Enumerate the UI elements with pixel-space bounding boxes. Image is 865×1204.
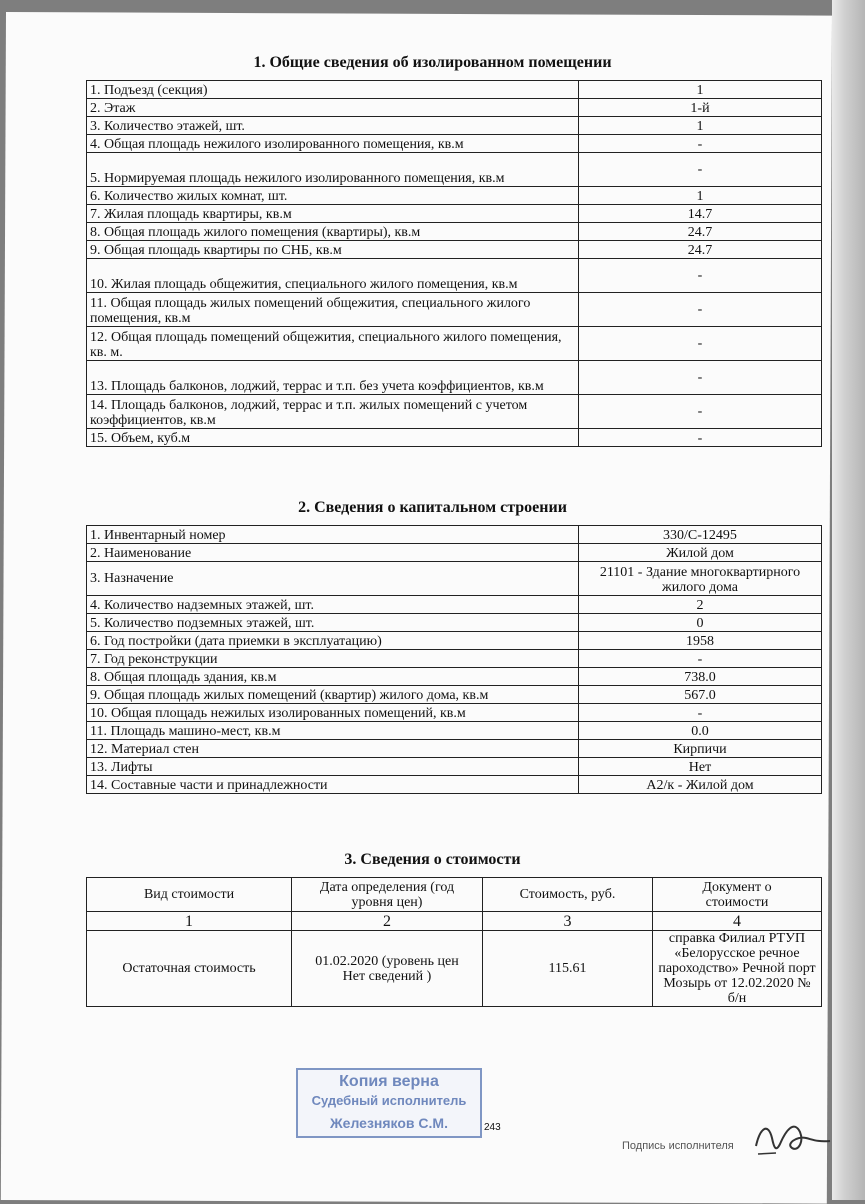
cost-header-document: Документ о стоимости — [653, 878, 822, 912]
cost-col-number: 1 — [87, 912, 292, 931]
s2-row7-label: 7. Год реконструкции — [87, 650, 579, 668]
s1-row14-value: - — [579, 395, 822, 429]
s1-row2-label: 2. Этаж — [87, 99, 579, 117]
s2-row12-label: 12. Материал стен — [87, 740, 579, 758]
s2-row5-label: 5. Количество подземных этажей, шт. — [87, 614, 579, 632]
s2-row11-label: 11. Площадь машино-мест, кв.м — [87, 722, 579, 740]
s1-row6-label: 6. Количество жилых комнат, шт. — [87, 187, 579, 205]
s2-row11-value: 0.0 — [579, 722, 822, 740]
s1-row9-value: 24.7 — [579, 241, 822, 259]
s2-row7-value: - — [579, 650, 822, 668]
cost-table — [86, 877, 822, 1007]
s2-row13-label: 13. Лифты — [87, 758, 579, 776]
s2-row4-label: 4. Количество надземных этажей, шт. — [87, 596, 579, 614]
stamp-line2: Судебный исполнитель — [311, 1093, 467, 1108]
cost-header-type: Вид стоимости — [87, 878, 292, 912]
stamp-line3: Железняков С.М. — [330, 1115, 448, 1131]
s1-row8-label: 8. Общая площадь жилого помещения (квартиры), кв.м — [87, 223, 579, 241]
cost-amount-cell: 115.61 — [483, 931, 653, 1007]
s2-row6-value: 1958 — [579, 632, 822, 650]
s1-row15-value: - — [579, 429, 822, 447]
capital-building-table — [86, 525, 822, 794]
s2-row6-label: 6. Год постройки (дата приемки в эксплуатацию) — [87, 632, 579, 650]
s2-row2-label: 2. Наименование — [87, 544, 579, 562]
section3-title: 3. Сведения о стоимости — [344, 851, 521, 868]
s2-row8-label: 8. Общая площадь здания, кв.м — [87, 668, 579, 686]
cost-document-cell: справка Филиал РТУП «Белорусское речное пароходство» Речной порт Мозырь от 12.02.2020 № б/н — [653, 931, 822, 1007]
s2-row10-label: 10. Общая площадь нежилых изолированных помещений, кв.м — [87, 704, 579, 722]
s2-row8-value: 738.0 — [579, 668, 822, 686]
page-edge-shadow — [832, 0, 865, 1200]
s2-row1-label: 1. Инвентарный номер — [87, 526, 579, 544]
s1-row3-label: 3. Количество этажей, шт. — [87, 117, 579, 135]
stamp-line1: Копия верна — [339, 1073, 439, 1090]
s2-row5-value: 0 — [579, 614, 822, 632]
s1-row3-value: 1 — [579, 117, 822, 135]
s1-row4-value: - — [579, 135, 822, 153]
s2-row3-label: 3. Назначение — [87, 562, 579, 596]
s1-row1-label: 1. Подъезд (секция) — [87, 81, 579, 99]
certification-stamp — [296, 1068, 482, 1138]
s1-row1-value: 1 — [579, 81, 822, 99]
s2-row9-value: 567.0 — [579, 686, 822, 704]
s1-row7-value: 14.7 — [579, 205, 822, 223]
s1-row9-label: 9. Общая площадь квартиры по СНБ, кв.м — [87, 241, 579, 259]
cost-col-number: 4 — [653, 912, 822, 931]
page-number: 243 — [484, 1122, 501, 1133]
s2-row10-value: - — [579, 704, 822, 722]
cost-col-number: 2 — [292, 912, 483, 931]
s1-row14-label: 14. Площадь балконов, лоджий, террас и т.п. жилых помещений с учетом коэффициентов, кв.м — [87, 395, 579, 429]
s1-row5-label: 5. Нормируемая площадь нежилого изолированного помещения, кв.м — [87, 153, 579, 187]
s2-row4-value: 2 — [579, 596, 822, 614]
s1-row5-value: - — [579, 153, 822, 187]
s1-row7-label: 7. Жилая площадь квартиры, кв.м — [87, 205, 579, 223]
s1-row13-label: 13. Площадь балконов, лоджий, террас и т.п. без учета коэффициентов, кв.м — [87, 361, 579, 395]
section2-title: 2. Сведения о капитальном строении — [298, 499, 567, 516]
cost-col-number: 3 — [483, 912, 653, 931]
s1-row11-value: - — [579, 293, 822, 327]
s2-row2-value: Жилой дом — [579, 544, 822, 562]
s1-row8-value: 24.7 — [579, 223, 822, 241]
s1-row11-label: 11. Общая площадь жилых помещений общежития, специального жилого помещения, кв.м — [87, 293, 579, 327]
s1-row4-label: 4. Общая площадь нежилого изолированного помещения, кв.м — [87, 135, 579, 153]
cost-date-cell: 01.02.2020 (уровень цен Нет сведений ) — [292, 931, 483, 1007]
handwritten-signature-icon — [746, 1108, 836, 1163]
s2-row13-value: Нет — [579, 758, 822, 776]
s2-row1-value: 330/С-12495 — [579, 526, 822, 544]
s1-row10-value: - — [579, 259, 822, 293]
cost-type-cell: Остаточная стоимость — [87, 931, 292, 1007]
s2-row14-label: 14. Составные части и принадлежности — [87, 776, 579, 794]
s2-row14-value: А2/к - Жилой дом — [579, 776, 822, 794]
cost-header-date: Дата определения (год уровня цен) — [292, 878, 483, 912]
s1-row6-value: 1 — [579, 187, 822, 205]
cost-header-amount: Стоимость, руб. — [483, 878, 653, 912]
s1-row12-label: 12. Общая площадь помещений общежития, специального жилого помещения, кв. м. — [87, 327, 579, 361]
signature-label: Подпись исполнителя — [622, 1140, 734, 1152]
s1-row10-label: 10. Жилая площадь общежития, специального жилого помещения, кв.м — [87, 259, 579, 293]
s1-row12-value: - — [579, 327, 822, 361]
s1-row13-value: - — [579, 361, 822, 395]
isolated-premises-table — [86, 80, 822, 447]
section1-title: 1. Общие сведения об изолированном помещении — [253, 54, 612, 71]
s1-row15-label: 15. Объем, куб.м — [87, 429, 579, 447]
s2-row9-label: 9. Общая площадь жилых помещений (квартир) жилого дома, кв.м — [87, 686, 579, 704]
s1-row2-value: 1-й — [579, 99, 822, 117]
s2-row12-value: Кирпичи — [579, 740, 822, 758]
s2-row3-value: 21101 - Здание многоквартирного жилого дома — [579, 562, 822, 596]
